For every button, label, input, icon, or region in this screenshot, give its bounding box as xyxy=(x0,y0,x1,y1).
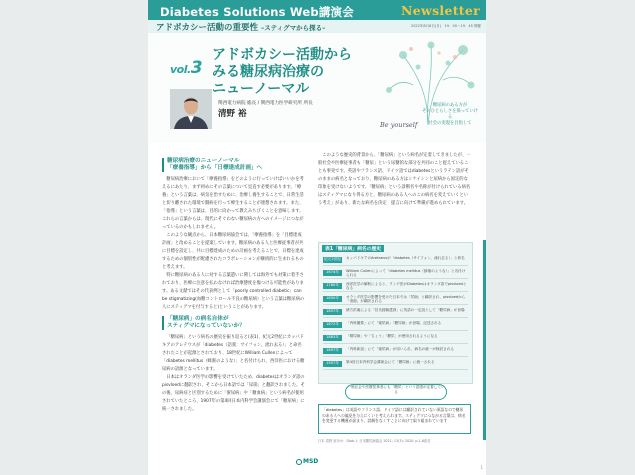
paragraph: このような観点から、日本糖尿病協会では、「療養指導」を「目標達成計画」と改めることを提案しています。糖尿病のある人と医療従事者が共に目標を設定し、共に目標達成のための計画を考えることで、日標を達成するための個別性が配慮されたコラボレーションが継続的に生まれるものと考えます。 xyxy=(162,233,304,270)
speaker-affiliation: 関西電力病院 総長 / 関西電力医学研究所 所長 xyxy=(218,101,313,106)
table-row: 1674年 William Cullenによって「diabetes mellitus（蜂蜜のような）」と名付けられる xyxy=(323,268,468,279)
event-meta: 2022年8月8日(月) 19：00〜19：45 開催 xyxy=(410,24,481,28)
table-title: 表1「糖尿病」病名の歴史 xyxy=(322,245,384,252)
section-heading-1: 糖尿病治療のニューノーマル 「療養指導」から「日標達成計画」へ xyxy=(162,158,305,172)
left-column xyxy=(162,158,305,414)
section-heading-2: 「糖尿病」の病名自体が スティグマになっていないか？ xyxy=(162,316,305,330)
table-row: 1850年 オランダ医学の影響を受けた日本では「尿崩」と翻訳され、pisvloedから「消渇」が翻訳される xyxy=(323,294,468,305)
msd-logo-icon xyxy=(296,459,302,465)
paragraph: 糖尿病治療において「療養指導」をどのように行っていけばいいかを考えるにあたり、まず初めにその言葉について見直す必要があります。「療養」という言葉は、病気を治すために、治療し養生することで、日常生活と切り離された環境で闘病を行って療生することが連想されます。また、「指導」という言葉は、目的に向かって教えみちびくことを意味します。これらの言葉からは、現代にそぐわない糖尿病の方へのイメージにつながっているのかもしれません。 xyxy=(162,177,304,230)
speaker-name: 清野 裕 xyxy=(218,109,247,119)
speaker-photo xyxy=(170,89,212,129)
table-row: 紀元2世紀 カッパドキアのAretaeusが「diabetes（サイフォン、流れ去る）」と命名 xyxy=(323,255,468,266)
table-row: 1897年 「内科新説」にて「蜜尿病」が用いられ、病名の統一が検討される xyxy=(323,346,468,357)
summary-callout: 「diabetes」は英語やフランス語、ドイツ語には翻訳されていない原語なので糖尿のある人への偏見を与えにくいと考えられます。スティグマにつながる言葉は、病名を変更する機運が高まり、誤解をなくすことに向けて取り組まれています xyxy=(318,404,471,434)
side-note: 糖尿病のある方が そのひとらしさを保っていける 社会の実現を目指して xyxy=(422,103,478,126)
article-title: アドボカシー活動から みる糖尿病治療の ニューノーマル xyxy=(212,47,352,97)
table-note-oval: 一般社会や医療従事者にも「糖尿」という語感が定着している xyxy=(345,384,447,400)
volume-label: vol.3 xyxy=(170,58,203,78)
table-row: 1883年 「精尿病」や「ちょう」「糖尿」が使用されるようになる xyxy=(323,333,468,344)
right-column xyxy=(318,152,471,208)
series-title: アドボカシー活動の重要性 –スティグマから探る– xyxy=(156,23,326,33)
paragraph: このような歴史的背景から、「糖尿病」という病名が定着してきましたが、一般社会や医療従事者も「糖尿」という尿糖的な部分を共同のこと捉えていることも事実です。英語やフランス語、ドイツ語ではdiabetesというラテン語がそのままの病名となっており、糖尿病のある方はシケイシンと尿病から固定的な印象を受けないようです。「糖尿病」という診断名や名称が付けられている病名はスティグマになり得る方と、糖尿病のある人へのこの病名を変えていくという考え」があり、新たな病名を決定 提言に向けて準備が進められています。 xyxy=(318,153,471,206)
newsletter-page xyxy=(148,0,486,475)
paragraph: 特に糖尿病のある人に対する言葉遣いに関しては海外でも対策に着手されており、医療に注意を払わなければ治療態度を傷つける可能性があります。ある文献ではその代表例として「poorly controlled diabetic」can be stigmatizing(血糖コントロール不良の糖尿病）という言葉は糖尿病の人にスティグマを付与すると)ということがあります。 xyxy=(162,273,305,310)
side-rule xyxy=(483,240,486,440)
paragraph: 日本はオランダ医学の影響を受けていたため、diabetesはオランダ語のpisvloedに翻訳され、そこから日本語では「尿崩」と翻訳されました。その後、尿病症と区別するために「蜜尿病」や「糖血病」という病名が使用されていたところ、1907年の第4回日本内科学会講演会にて「糖尿病」に統一されました。 xyxy=(162,375,305,412)
signature-text: Be yourself xyxy=(380,121,418,129)
msd-logo: MSD xyxy=(296,458,318,465)
table-row: 1872年 「内科撮要」にて「蜜尿病」「糖尿病」が登場、記述される xyxy=(323,320,468,331)
banner-title: Diabetes Solutions Web講演会 xyxy=(160,5,354,19)
reference-footnote: 日本 清野 裕ほか：Diab. J. 日本糖尿病協会 2021; 13(3): 2020. p.1-6改変 xyxy=(318,439,431,443)
page-number: 1 xyxy=(480,465,483,470)
table-row: 1857年 緒方洪庵による「扶氏経験遺訓」に英語の一定説として「糖尿病」が登場 xyxy=(323,307,468,318)
table-row: 1780年 西洋医学の解釈によると、ランゲ医がDiabetesはオランダ語でpisvloedとなる xyxy=(323,281,468,292)
table-row: 1907年 第4回日本内科学会講演会にて「糖尿病」に統一される xyxy=(323,359,468,370)
banner-tag: Newsletter xyxy=(401,3,480,18)
series-subtitle: –スティグマから探る– xyxy=(260,24,326,32)
hero-section xyxy=(148,33,486,143)
series-bar xyxy=(148,20,486,33)
paragraph: 「糖尿病」という病名の歴史を振り返ると(表1)、紀元2世紀にカッパドキアのアレテウスが「diabetes（語義：サイフォン、流れ去る）」と命名されたことが起源とされており、18世紀にWilliam Cullenによって「diabetes mellitus（蜂蜜のような）」と名付けられ、西洋医における糖尿病の語源となっています。 xyxy=(162,335,305,372)
history-table xyxy=(318,242,473,384)
speaker-portrait xyxy=(170,89,212,129)
